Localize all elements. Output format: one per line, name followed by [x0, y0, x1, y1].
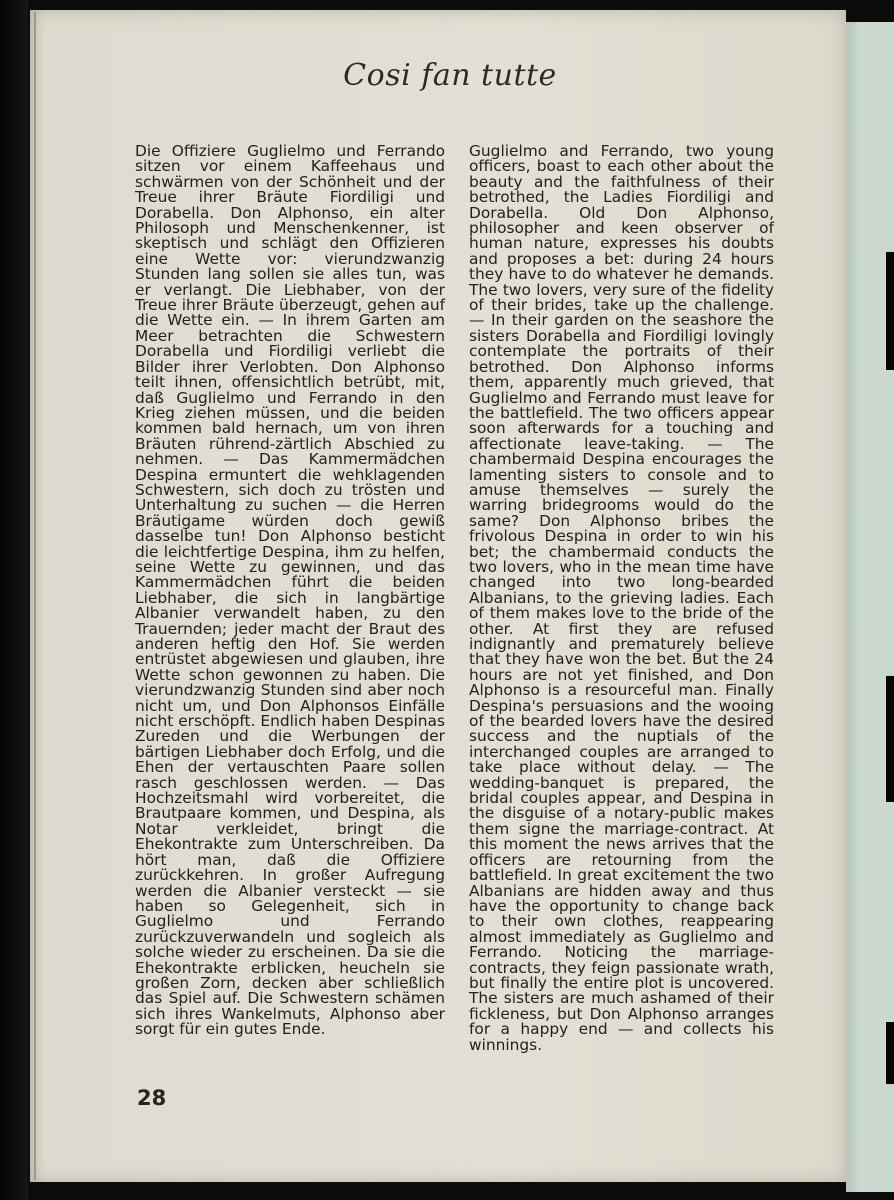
page-number: 28: [137, 1086, 167, 1110]
page-edge-mark: [886, 252, 894, 370]
page-edge-mark: [886, 1022, 894, 1084]
english-synopsis-text: Guglielmo and Ferrando, two young officers, boast to each other about the beauty and the faithfulness of their betrothed, the Ladies Fiordiligi and Dorabella. Old Don Alphonso, philosopher and keen observer of human nature, expresses his doubts and proposes a bet: during 24 hours they have to do whatever he demands. The two lovers, very sure of the fidelity of their brides, take up the challenge. — In their garden on the seashore the sisters Dorabella and Fiordiligi lovingly contemplate the portraits of their betrothed. Don Alphonso informs them, apparently much grieved, that Guglielmo and Ferrando must leave for the battlefield. The two officers appear soon afterwards for a touching and affectionate leave-taking. — The chambermaid Despina encourages the lamenting sisters to console and to amuse themselves — surely the warring bridegrooms would do the same? Don Alphonso bribes the frivolous Despina in order to win his bet; the chambermaid conducts the two lovers, who in the mean time have changed into two long-bearded Albanians, to the grieving ladies. Each of them makes love to the bride of the other. At first they are refused indignantly and prematurely believe that they have won the bet. But the 24 hours are not yet finished, and Don Alphonso is a resourceful man. Finally Despina's persuasions and the wooing of the bearded lovers have the desired success and the nuptials of the interchanged couples are arranged to take place without delay. — The wedding-banquet is prepared, the bridal couples appear, and Despina in the disguise of a notary-public makes them signe the marriage-contract. At this moment the news arrives that the officers are retourning from the battlefield. In great excitement the two Albanians are hidden away and thus have the opportunity to change back to their own clothes, reappearing almost immediately as Guglielmo and Ferrando. Noticing the marriage-contracts, they feign passionate wrath, but finally the entire plot is uncovered. The sisters are much ashamed of their fickleness, but Don Alphonso arranges for a happy end — and collects his winnings.: [469, 142, 774, 1054]
german-synopsis-column: [135, 144, 445, 1038]
page-edge-mark: [886, 676, 894, 802]
page-paper-edge: [34, 12, 36, 1180]
book-binding-edge: [0, 0, 28, 1200]
page-title: Cosi fan tutte: [343, 58, 557, 93]
english-synopsis-column: [469, 144, 774, 1053]
next-page-edge: [846, 22, 894, 1192]
german-synopsis-text: Die Offiziere Guglielmo und Ferrando sitzen vor einem Kaffeehaus und schwärmen von der Schönheit und der Treue ihrer Bräute Fiordiligi und Dorabella. Don Alphonso, ein alter Philosoph und Menschenkenner, ist skeptisch und schlägt den Offizieren eine Wette vor: vierundzwanzig Stunden lang sollen sie alles tun, was er verlangt. Die Liebhaber, von der Treue ihrer Bräute überzeugt, gehen auf die Wette ein. — In ihrem Garten am Meer betrachten die Schwestern Dorabella und Fiordiligi verliebt die Bilder ihrer Verlobten. Don Alphonso teilt ihnen, offensichtlich betrübt, mit, daß Guglielmo und Ferrando in den Krieg ziehen müssen, und die beiden kommen bald hernach, um von ihren Bräuten rührend-zärtlich Abschied zu nehmen. — Das Kammermädchen Despina ermuntert die wehklagenden Schwestern, sich doch zu trösten und Unterhaltung zu suchen — die Herren Bräutigame würden doch gewiß dasselbe tun! Don Alphonso besticht die leichtfertige Despina, ihm zu helfen, seine Wette zu gewinnen, und das Kammermädchen führt die beiden Liebhaber, die sich in langbärtige Albanier verwandelt haben, zu den Trauernden; jeder macht der Braut des anderen heftig den Hof. Sie werden entrüstet abgewiesen und glauben, ihre Wette schon gewonnen zu haben. Die vierundzwanzig Stunden sind aber noch nicht um, und Don Alphonsos Einfälle nicht erschöpft. Endlich haben Despinas Zureden und die Werbungen der bärtigen Liebhaber doch Erfolg, und die Ehen der vertauschten Paare sollen rasch geschlossen werden. — Das Hochzeitsmahl wird vorbereitet, die Brautpaare kommen, und Despina, als Notar verkleidet, bringt die Ehekontrakte zum Unterschreiben. Da hört man, daß die Offiziere zurückkehren. In großer Aufregung werden die Albanier versteckt — sie haben so Gelegenheit, sich in Guglielmo und Ferrando zurückzuverwandeln und sogleich als solche wieder zu erscheinen. Da sie die Ehekontrakte erblicken, heucheln sie großen Zorn, decken aber schließlich das Spiel auf. Die Schwestern schämen sich ihres Wankelmuts, Alphonso aber sorgt für ein gutes Ende.: [135, 142, 445, 1039]
